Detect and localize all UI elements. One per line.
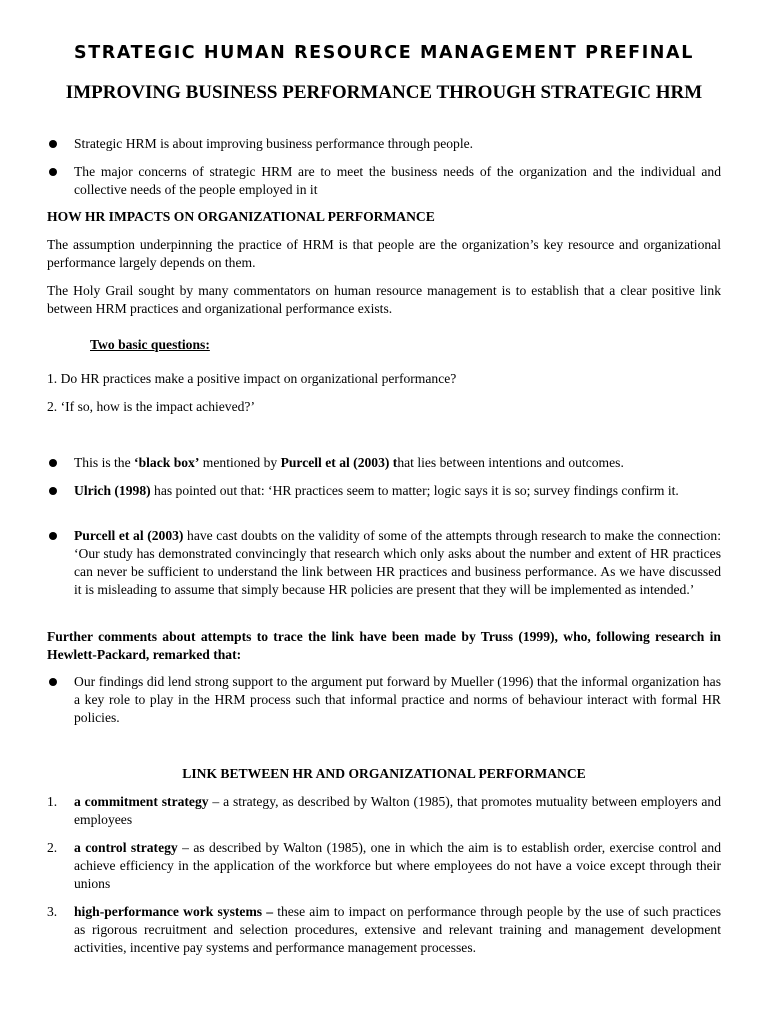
term-black-box: ‘black box’ [134, 455, 200, 470]
main-heading: IMPROVING BUSINESS PERFORMANCE THROUGH STRATEGIC HRM [65, 82, 703, 103]
item-term: a control strategy [74, 840, 178, 855]
paragraph: The assumption underpinning the practice of HRM is that people are the organization’s key resource and organizational performance largely depends on them. [47, 237, 721, 270]
text-run: – as described by Walton (1985), one in which the aim is to establish order, exercise control and achieve efficiency in the application of the workforce but where employees do not have a voice except through their unions [74, 840, 721, 891]
question-2: 2. ‘If so, how is the impact achieved?’ [47, 399, 255, 414]
section-heading [47, 765, 721, 783]
further-comments [47, 628, 721, 664]
text-run: these aim to impact on performance through people by the use of such practices as rigorous recruitment and selection procedures, extensive and relevant training and management development activities, incentive pay systems and performance management processes. [74, 904, 721, 955]
item-number: 1. [47, 794, 58, 809]
citation: Purcell et al (2003) t [280, 455, 398, 470]
item-number: 2. [47, 840, 58, 855]
bullet-icon [49, 487, 57, 495]
item-number: 3. [47, 904, 58, 919]
item-text [74, 793, 721, 829]
bullet-icon [49, 140, 57, 148]
bullet-icon [49, 532, 57, 540]
section-heading-text: HOW HR IMPACTS ON ORGANIZATIONAL PERFORMANCE [47, 209, 435, 224]
item-term: high-performance work systems – [74, 904, 274, 919]
section-heading [47, 208, 721, 226]
bullet-text: Strategic HRM is about improving business performance through people. [74, 136, 474, 151]
item-text [74, 839, 721, 893]
section-heading-text: LINK BETWEEN HR AND ORGANIZATIONAL PERFORMANCE [182, 766, 586, 781]
item-term: a commitment strategy [74, 794, 209, 809]
text-run: hat lies between intentions and outcomes. [397, 455, 624, 470]
paragraph: The Holy Grail sought by many commentators on human resource management is to establish that a clear positive link between HRM practices and organizational performance exists. [47, 283, 721, 316]
bullet-text: Our findings did lend strong support to the argument put forward by Mueller (1996) that the informal organization has a key role to play in the HRM process such that informal practice and norms of behaviour interact with formal HR policies. [74, 674, 721, 725]
item-text [74, 903, 721, 957]
citation: Purcell et al (2003) [74, 528, 184, 543]
bullet-icon [49, 168, 57, 176]
bullet-text [74, 482, 721, 500]
bullet-text: The major concerns of strategic HRM are to meet the business needs of the organization and the individual and collective needs of the people employed in it [74, 164, 721, 197]
bullet-icon [49, 678, 57, 686]
bullet-icon [49, 459, 57, 467]
document-title: STRATEGIC HUMAN RESOURCE MANAGEMENT PREFINAL [74, 43, 694, 63]
bullet-text [74, 527, 721, 599]
text-run: mentioned by [199, 455, 281, 470]
text-run: has pointed out that: ‘HR practices seem to matter; logic says it is so; survey findings confirm it. [150, 483, 679, 498]
further-comments-text: Further comments about attempts to trace the link have been made by Truss (1999), who, following research in Hewlett-Packard, remarked that: [47, 629, 721, 662]
text-run: have cast doubts on the validity of some of the attempts through research to make the connection: ‘Our study has demonstrated convincingly that research which only asks about the number and extent of HR practices can never be sufficient to understand the link between HR practices and business performance. As we have discussed it is misleading to assume that simply because HR policies are present that they will be implemented as intended.’ [74, 528, 721, 597]
question-1: 1. Do HR practices make a positive impact on organizational performance? [47, 371, 457, 386]
text-run: – a strategy, as described by Walton (1985), that promotes mutuality between employers and employees [74, 794, 721, 827]
citation: Ulrich (1998) [74, 483, 151, 498]
bullet-text [74, 454, 721, 472]
questions-heading-text: Two basic questions: [90, 337, 210, 352]
text-run: This is the [74, 455, 135, 470]
questions-heading [90, 336, 390, 354]
